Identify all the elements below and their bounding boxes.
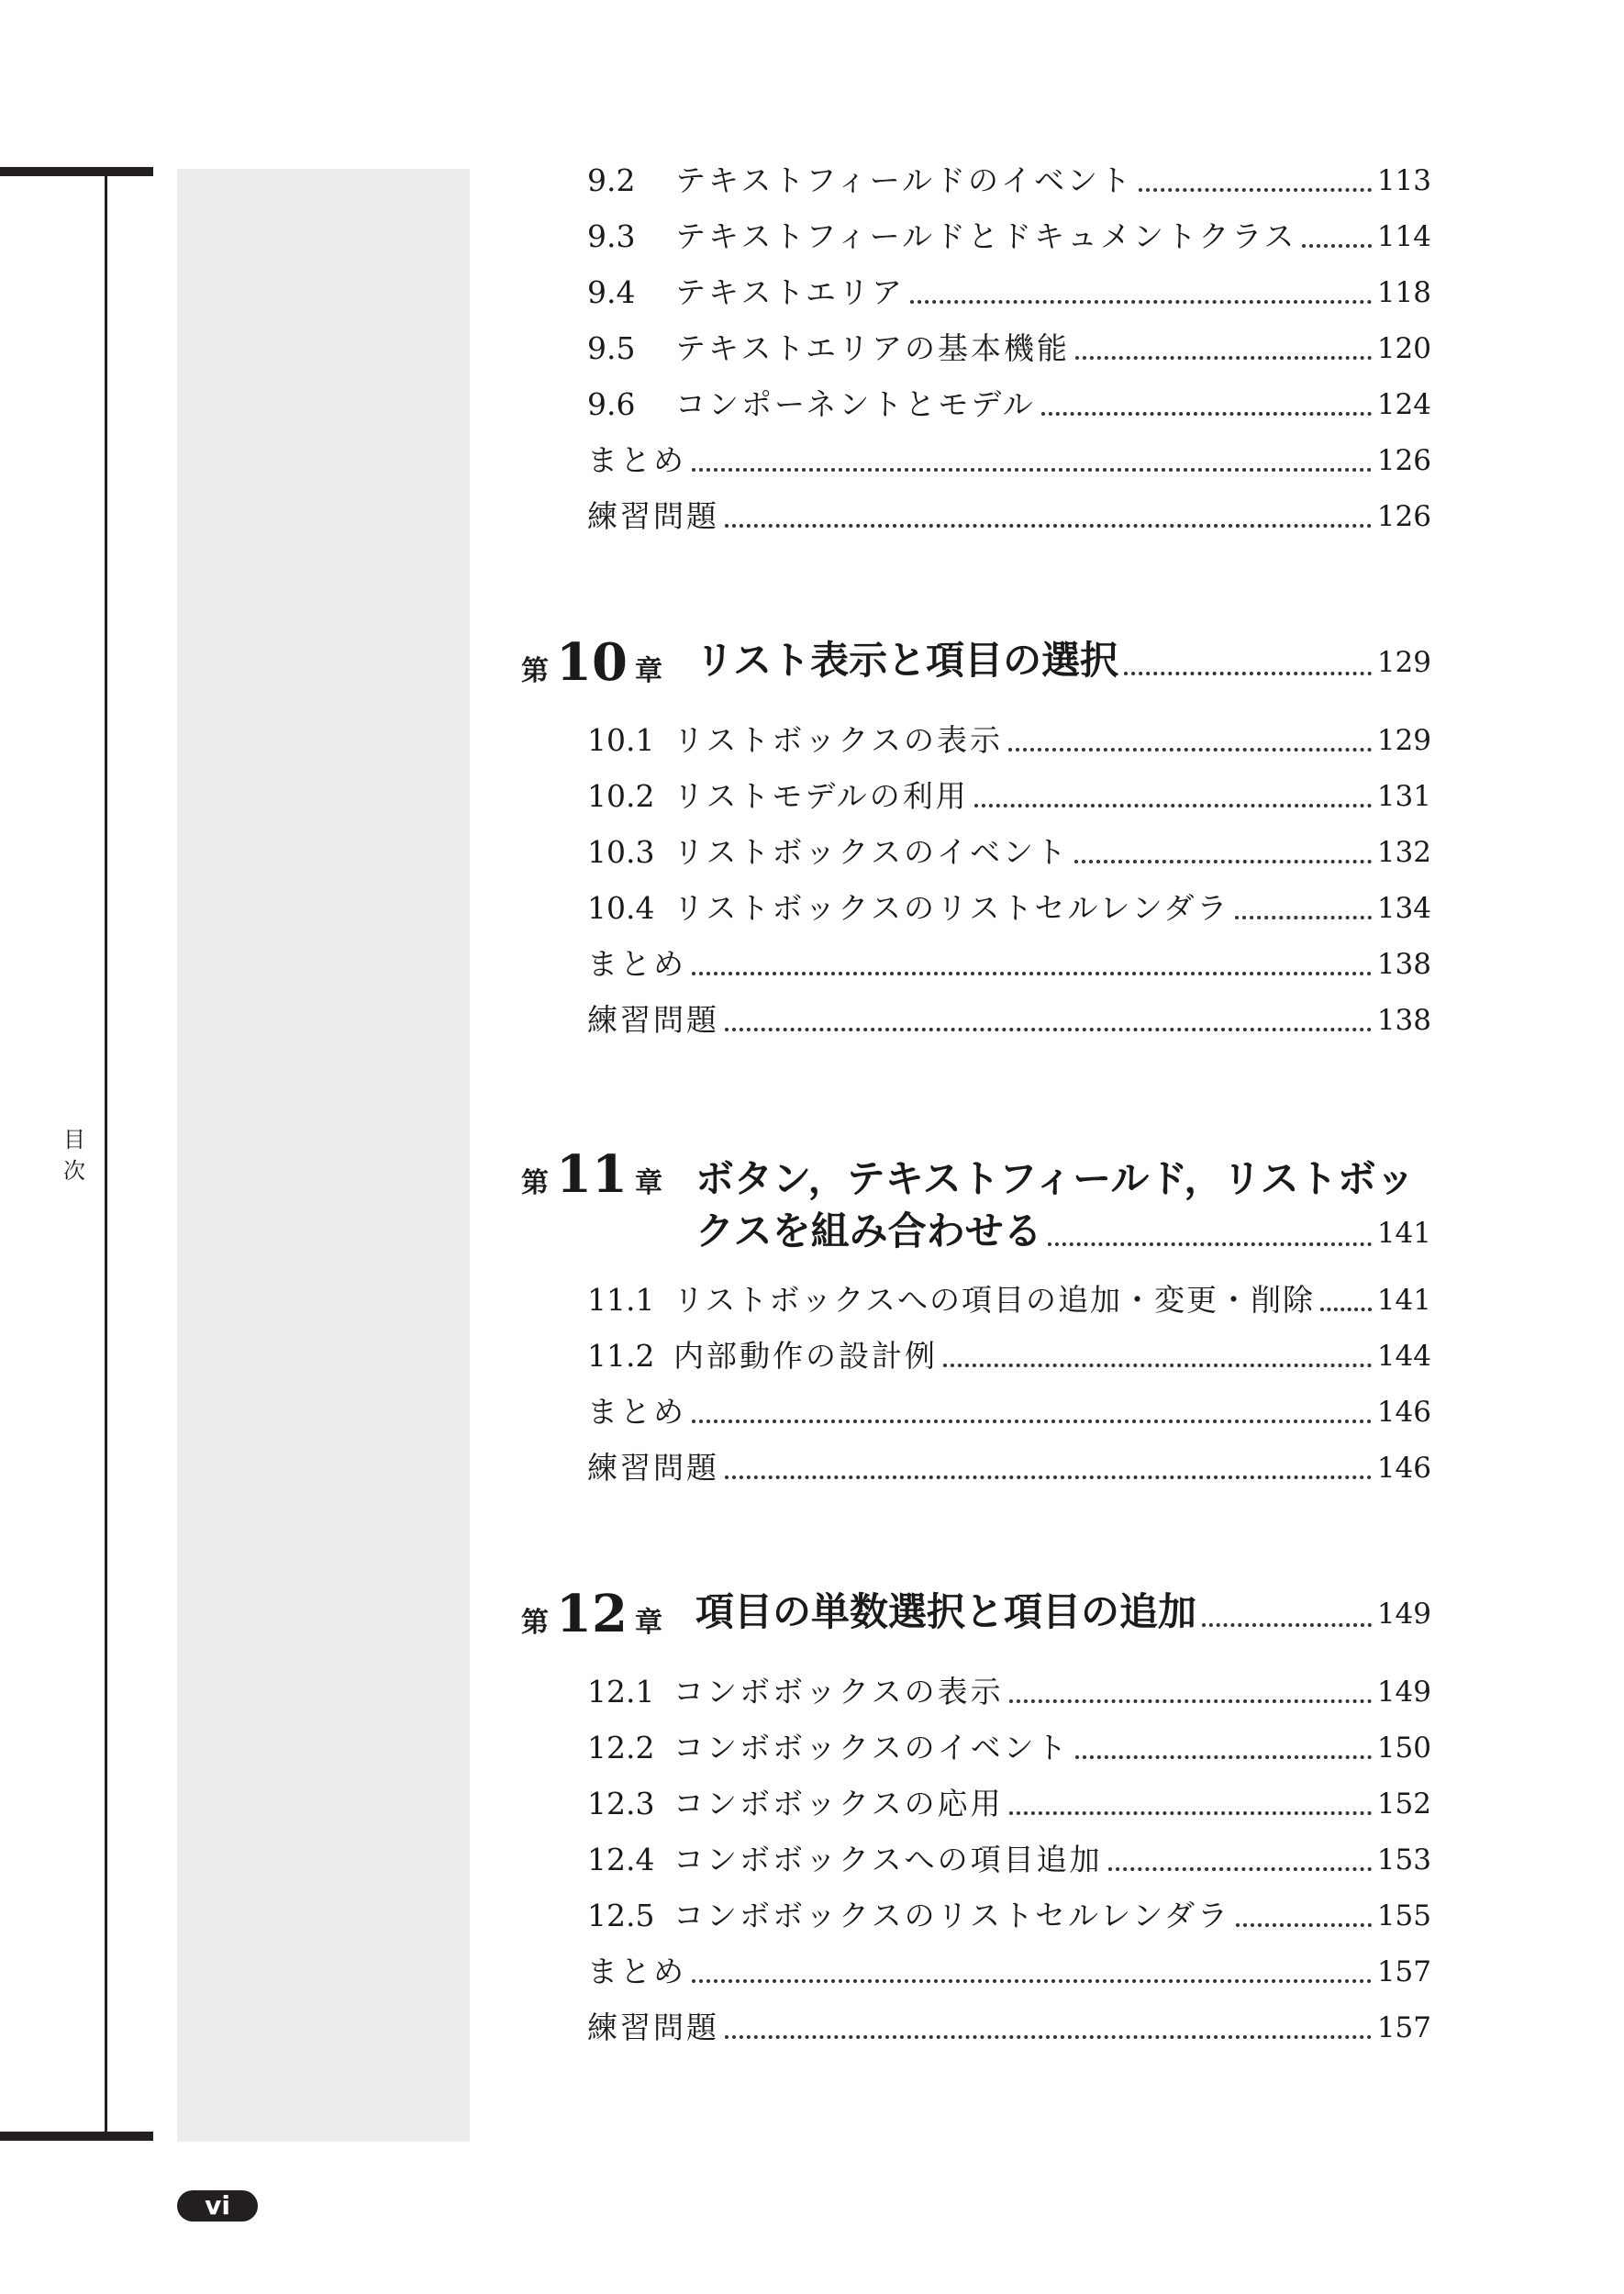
- section-title: リストモデルの利用: [673, 778, 969, 814]
- section-title: まとめ: [587, 1394, 686, 1430]
- page-ref: 126: [1376, 444, 1431, 477]
- section-title: 内部動作の設計例: [673, 1338, 938, 1374]
- chapter-prefix: 第: [521, 655, 549, 687]
- section-title: コンボボックスの応用: [673, 1786, 1004, 1821]
- section-title: コンボボックスへの項目追加: [673, 1842, 1103, 1877]
- section-number: 12.1: [587, 1674, 655, 1709]
- page-ref: 129: [1376, 646, 1431, 679]
- dot-leader: [1139, 188, 1372, 192]
- toc-entry-summary[interactable]: [587, 1952, 1431, 1992]
- dot-leader: [1302, 244, 1371, 248]
- toc-entry-9-2[interactable]: [587, 161, 1431, 201]
- section-title: 練習問題: [587, 2010, 719, 2045]
- toc-entry-exercises[interactable]: [587, 1448, 1431, 1488]
- section-title: リストボックスの表示: [673, 722, 1004, 758]
- toc-chapter-10[interactable]: [521, 632, 1431, 693]
- chapter-title: リスト表示と項目の選択: [695, 638, 1119, 683]
- toc-entry-10-3[interactable]: [587, 832, 1431, 873]
- toc-entry-10-4[interactable]: [587, 888, 1431, 929]
- chapter-prefix: 第: [521, 1167, 549, 1199]
- toc-entry-9-4[interactable]: [587, 273, 1431, 313]
- page-ref: 132: [1376, 836, 1431, 869]
- toc-entry-summary[interactable]: [587, 440, 1431, 481]
- page-ref: 150: [1376, 1732, 1431, 1765]
- page-ref: 131: [1376, 780, 1431, 813]
- section-title: 練習問題: [587, 498, 719, 534]
- page-ref: 138: [1376, 1004, 1431, 1037]
- dot-leader: [692, 1420, 1372, 1423]
- dot-leader: [943, 1364, 1372, 1367]
- page-ref: 126: [1376, 500, 1431, 533]
- section-title: 練習問題: [587, 1002, 719, 1038]
- dot-leader: [1108, 1867, 1372, 1871]
- section-number: 9.3: [587, 218, 636, 254]
- dot-leader: [1009, 1699, 1372, 1703]
- dot-leader: [725, 2035, 1372, 2039]
- chapter-suffix: 章: [634, 1607, 662, 1639]
- dot-leader: [1320, 1308, 1372, 1311]
- section-number: 10.1: [587, 722, 655, 758]
- section-title: まとめ: [587, 442, 686, 478]
- dot-leader: [1075, 1755, 1372, 1759]
- section-number: 11.2: [587, 1338, 655, 1374]
- toc-entry-summary[interactable]: [587, 1392, 1431, 1432]
- section-title: テキストエリアの基本機能: [675, 330, 1071, 366]
- dot-leader: [1075, 356, 1372, 360]
- section-title: コンポーネントとモデル: [675, 386, 1036, 422]
- toc-entry-12-5[interactable]: [587, 1896, 1431, 1936]
- dot-leader: [725, 524, 1372, 528]
- page-ref: 114: [1376, 220, 1431, 253]
- section-title: コンボボックスのリストセルレンダラ: [673, 1898, 1231, 1933]
- section-number: 10.4: [587, 890, 655, 926]
- toc-entry-12-4[interactable]: [587, 1840, 1431, 1880]
- section-title: リストボックスのリストセルレンダラ: [673, 890, 1230, 926]
- page-ref: 141: [1376, 1217, 1431, 1250]
- dot-leader: [1008, 748, 1372, 752]
- toc-entry-exercises[interactable]: [587, 1000, 1431, 1041]
- section-number: 10.3: [587, 834, 655, 870]
- toc-entry-11-1[interactable]: [587, 1280, 1431, 1320]
- chapter-label: [521, 632, 695, 693]
- section-number: 12.3: [587, 1786, 655, 1821]
- section-number: 9.6: [587, 386, 636, 422]
- toc-entry-12-2[interactable]: [587, 1728, 1431, 1768]
- section-title: リストボックスのイベント: [673, 834, 1070, 870]
- dot-leader: [692, 972, 1372, 975]
- page-ref: 144: [1376, 1340, 1431, 1373]
- section-number: 12.5: [587, 1898, 655, 1933]
- page-ref: 157: [1376, 2011, 1431, 2044]
- page-ref: 152: [1376, 1787, 1431, 1821]
- dot-leader: [1009, 1811, 1372, 1815]
- dot-leader: [1236, 1923, 1372, 1927]
- toc-entry-9-6[interactable]: [587, 384, 1431, 425]
- page-ref: 149: [1376, 1598, 1431, 1631]
- page-ref: 129: [1376, 724, 1431, 757]
- page-ref: 157: [1376, 1955, 1431, 1988]
- dot-leader: [1041, 412, 1372, 416]
- chapter-number: 11: [556, 1144, 628, 1205]
- section-title: テキストエリア: [675, 274, 906, 310]
- dot-leader: [692, 1979, 1372, 1983]
- section-title: まとめ: [587, 946, 686, 982]
- chapter-number: 12: [556, 1584, 628, 1644]
- toc-chapter-11-label[interactable]: [521, 1144, 1415, 1207]
- page-ref: 155: [1376, 1899, 1431, 1932]
- dot-leader: [1202, 1623, 1372, 1627]
- toc-chapter-11[interactable]: [695, 1204, 1431, 1259]
- page-ref: 134: [1376, 892, 1431, 925]
- toc-entry-10-2[interactable]: [587, 776, 1431, 817]
- section-title: リストボックスへの項目の追加・変更・削除: [673, 1282, 1316, 1318]
- section-number: 9.4: [587, 274, 636, 310]
- dot-leader: [725, 1476, 1372, 1479]
- toc-entry-9-5[interactable]: [587, 329, 1431, 369]
- dot-leader: [692, 468, 1372, 472]
- dot-leader: [1048, 1242, 1372, 1246]
- section-title: コンボボックスのイベント: [673, 1730, 1070, 1765]
- section-number: 10.2: [587, 778, 655, 814]
- dot-leader: [1235, 916, 1371, 919]
- chapter-label: [521, 1584, 695, 1644]
- dot-leader: [1124, 672, 1372, 675]
- page-number-badge: vi: [177, 2190, 258, 2222]
- section-number: 9.2: [587, 162, 636, 198]
- chapter-title: 項目の単数選択と項目の追加: [695, 1589, 1197, 1634]
- section-number: 9.5: [587, 330, 636, 366]
- dot-leader: [1074, 860, 1372, 863]
- chapter-number: 10: [556, 632, 628, 693]
- section-title: コンボボックスの表示: [673, 1674, 1004, 1709]
- chapter-label: [521, 1144, 695, 1205]
- page-ref: 124: [1376, 388, 1431, 421]
- chapter-suffix: 章: [634, 655, 662, 687]
- page-ref: 153: [1376, 1843, 1431, 1876]
- toc-entry-exercises[interactable]: [587, 496, 1431, 537]
- section-title: 練習問題: [587, 1450, 719, 1486]
- section-number: 11.1: [587, 1282, 655, 1318]
- dot-leader: [910, 300, 1372, 304]
- page-ref: 118: [1376, 276, 1431, 309]
- toc-entry-9-3[interactable]: [587, 217, 1431, 257]
- toc-entry-exercises[interactable]: [587, 2008, 1431, 2048]
- section-title: テキストフィールドのイベント: [675, 162, 1134, 198]
- section-title: テキストフィールドとドキュメントクラス: [675, 218, 1297, 254]
- toc-entry-10-1[interactable]: [587, 720, 1431, 761]
- toc-entry-12-1[interactable]: [587, 1672, 1431, 1712]
- page-ref: 138: [1376, 948, 1431, 981]
- running-head-toc: 目 次: [63, 1127, 87, 1184]
- section-title: まとめ: [587, 1954, 686, 1989]
- page-ref: 149: [1376, 1676, 1431, 1709]
- section-number: 12.4: [587, 1842, 655, 1877]
- page-ref: 146: [1376, 1452, 1431, 1485]
- chapter-title-line1: ボタン，テキストフィールド，リストボッ: [695, 1156, 1415, 1201]
- page-ref: 113: [1376, 164, 1431, 197]
- chapter-suffix: 章: [634, 1167, 662, 1199]
- page-ref: 146: [1376, 1396, 1431, 1429]
- dot-leader: [725, 1028, 1372, 1031]
- toc-entry-11-2[interactable]: [587, 1336, 1431, 1376]
- chapter-prefix: 第: [521, 1607, 549, 1639]
- toc-entry-12-3[interactable]: [587, 1784, 1431, 1824]
- page-ref: 120: [1376, 332, 1431, 365]
- chapter-title-line2: クスを組み合わせる: [695, 1208, 1042, 1253]
- toc-chapter-12[interactable]: [521, 1584, 1431, 1644]
- section-number: 12.2: [587, 1730, 655, 1765]
- dot-leader: [974, 804, 1372, 807]
- page-ref: 141: [1376, 1284, 1431, 1317]
- toc-entry-summary[interactable]: [587, 944, 1431, 985]
